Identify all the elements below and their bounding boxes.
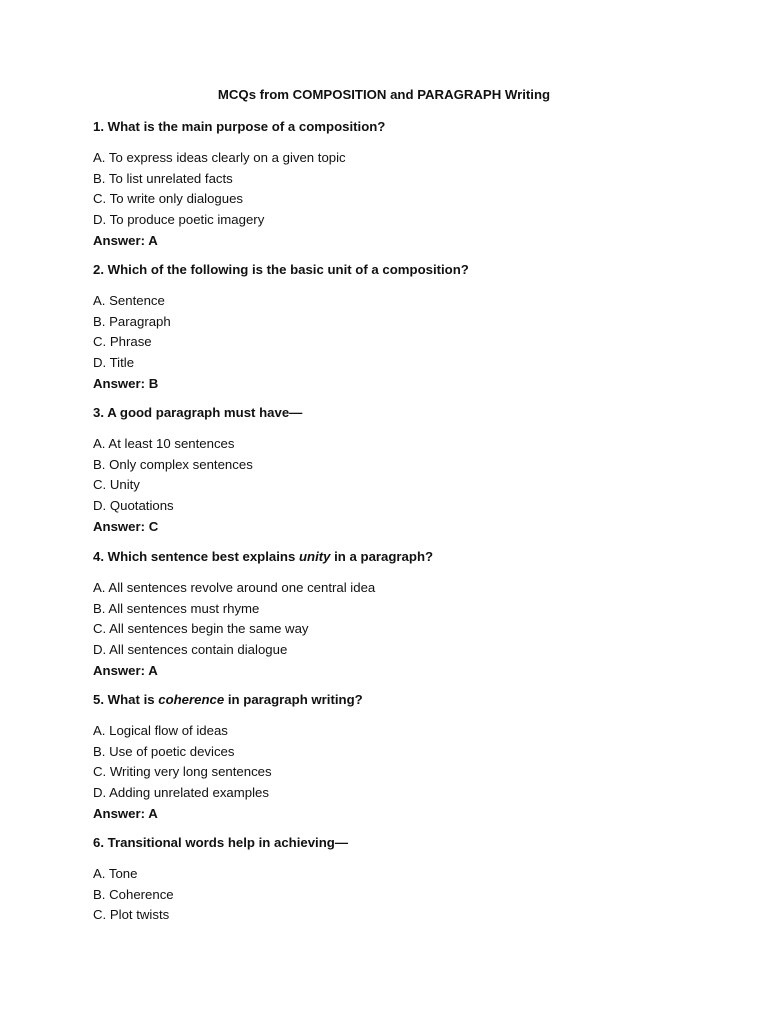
option-a: A. Logical flow of ideas xyxy=(93,723,228,738)
option-c: C. Unity xyxy=(93,477,140,493)
option-c: C. To write only dialogues xyxy=(93,191,244,207)
answer-line: Answer: A xyxy=(93,805,158,821)
question-stem: What is xyxy=(107,692,159,707)
question-emphasis: unity xyxy=(298,549,331,564)
question-text xyxy=(93,833,733,852)
question-text xyxy=(93,117,733,136)
question-emphasis: coherence xyxy=(158,692,225,707)
option-b: B. Coherence xyxy=(93,886,174,902)
question-block xyxy=(93,403,733,537)
question-stem: A good paragraph must have— xyxy=(107,405,303,420)
option-d: D. All sentences contain dialogue xyxy=(93,642,288,658)
option-a: A. At least 10 sentences xyxy=(93,436,235,451)
option-d: D. Title xyxy=(93,355,135,371)
option-d: D. Quotations xyxy=(93,498,174,514)
answer-line: Answer: B xyxy=(93,375,159,391)
option-a: A. To express ideas clearly on a given topic xyxy=(93,150,346,165)
option-b: B. To list unrelated facts xyxy=(93,170,233,186)
option-list xyxy=(93,434,733,537)
question-stem: What is the main purpose of a composition? xyxy=(107,119,386,134)
option-a: A. Sentence xyxy=(93,293,165,308)
option-c: C. Writing very long sentences xyxy=(93,764,272,780)
option-b: B. Only complex sentences xyxy=(93,456,253,472)
question-block xyxy=(93,547,733,681)
question-number: 1. xyxy=(93,119,104,134)
answer-line: Answer: C xyxy=(93,518,159,534)
question-block xyxy=(93,690,733,824)
question-number: 5. xyxy=(93,692,104,707)
option-d: D. To produce poetic imagery xyxy=(93,212,265,228)
option-list xyxy=(93,578,733,681)
question-stem: Which sentence best explains xyxy=(107,549,299,564)
option-d: D. Adding unrelated examples xyxy=(93,785,269,801)
question-number: 4. xyxy=(93,549,104,564)
question-text xyxy=(93,547,733,566)
question-block xyxy=(93,833,733,926)
question-block xyxy=(93,260,733,394)
option-c: C. Phrase xyxy=(93,334,152,350)
option-a: A. All sentences revolve around one central idea xyxy=(93,580,376,595)
answer-line: Answer: A xyxy=(93,662,158,678)
question-block xyxy=(93,117,733,251)
option-list xyxy=(93,721,733,824)
option-b: B. Paragraph xyxy=(93,313,171,329)
question-stem-end: in paragraph writing? xyxy=(224,692,363,707)
question-number: 2. xyxy=(93,262,104,277)
question-stem-end: in a paragraph? xyxy=(330,549,434,564)
option-b: B. Use of poetic devices xyxy=(93,743,235,759)
option-b: B. All sentences must rhyme xyxy=(93,600,260,616)
question-number: 3. xyxy=(93,405,104,420)
question-text xyxy=(93,403,733,422)
question-number: 6. xyxy=(93,835,104,850)
question-text xyxy=(93,690,733,709)
answer-line: Answer: A xyxy=(93,232,158,248)
question-text xyxy=(93,260,733,279)
option-list xyxy=(93,864,733,926)
question-stem: Which of the following is the basic unit of a composition? xyxy=(107,262,469,277)
option-a: A. Tone xyxy=(93,866,138,881)
option-list xyxy=(93,148,733,251)
question-stem: Transitional words help in achieving— xyxy=(107,835,349,850)
page-title: MCQs from COMPOSITION and PARAGRAPH Writing xyxy=(217,87,551,102)
option-list xyxy=(93,291,733,394)
option-c: C. All sentences begin the same way xyxy=(93,621,309,637)
option-c: C. Plot twists xyxy=(93,907,170,923)
